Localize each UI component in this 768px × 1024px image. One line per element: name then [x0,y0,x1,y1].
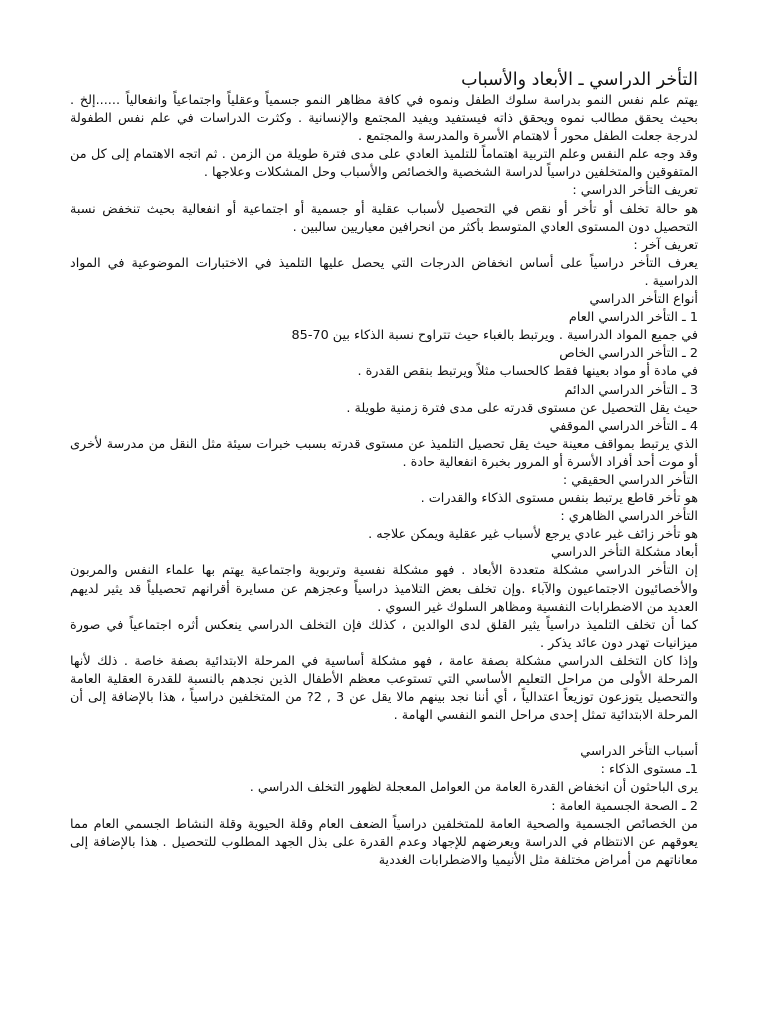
type-2-text: في مادة أو مواد بعينها فقط كالحساب مثلاً ويرتبط بنقص القدرة . [357,364,698,380]
document-page [70,68,698,870]
apparent-delay-text: هو تأخر زائف غير عادي يرجع لأسباب غير عقلية ويمكن علاجه . [368,527,698,543]
heading-other-definition: تعريف آخر : [633,237,698,253]
paragraph-intro: يهتم علم نفس النمو بدراسة سلوك الطفل ونموه في كافة مظاهر النمو جسمياً وعقلياً واجتماعياً وانفعالياً ......إلخ . بحيث يحقق مطالب نموه ويحقق ذاته فيستفيد ويفيد المجتمع والإنسانية . وكثرت الدراسات في علم نفس الطفولة لدرجة جعلت الطفل محور أ لاهتمام الأسرة والمدرسة والمجتمع . [70,93,698,145]
cause-2-heading: 2 ـ الصحة الجسمية العامة : [551,798,698,814]
heading-dimensions: أبعاد مشكلة التأخر الدراسي [550,545,698,561]
type-2-heading: 2 ـ التأخر الدراسي الخاص [559,346,698,362]
heading-definition: تعريف التأخر الدراسي : [572,183,698,199]
heading-real-delay: التأخر الدراسي الحقيقي : [562,472,698,488]
paragraph-attention: وقد وجه علم النفس وعلم التربية اهتماماً للتلميذ العادي على مدى فترة طويلة من الزمن . ثم اتجه الاهتمام إلى كل من المتفوقين والمتخلفين دراسياً لدراسة الشخصية والخصائص والأسباب وحل المشكلات وعلاجها . [70,147,698,181]
type-4-text: الذي يرتبط بمواقف معينة حيث يقل تحصيل التلميذ عن مستوى قدرته بسبب خبرات سيئة مثل النقل من مدرسة لأخرى أو موت أحد أفراد الأسرة أو المرور بخبرة انفعالية حادة . [70,436,698,470]
paragraph-definition: هو حالة تخلف أو تأخر أو نقص في التحصيل لأسباب عقلية أو جسمية أو اجتماعية أو انفعالية بحيث تنخفض نسبة التحصيل دون المستوى العادي المتوسط بأكثر من انحرافين معياريين سالبين . [70,201,698,235]
paragraph-primary-stage: وإذا كان التخلف الدراسي مشكلة بصفة عامة ، فهو مشكلة أساسية في المرحلة الابتدائية بصفة خاصة . ذلك لأنها المرحلة الأولى من مراحل التعليم الأساسي التي تستوعب معظم الأطفال الذين نجدهم بالنسبة للقدرة العقلية العامة والتحصيل يتوزعون توزيعاً اعتدالياً ، أي أننا نجد بينهم مالا يقل عن 3 , 2? من المتخلفين دراسياً ، هذا بالإضافة إلى أن المرحلة الابتدائية تمثل إحدى مراحل النمو النفسي الهامة . [70,653,698,724]
paragraph-dimensions: إن التأخر الدراسي مشكلة متعددة الأبعاد . فهو مشكلة نفسية وتربوية واجتماعية يهتم بها علماء النفس والمربون والأخصائيون الاجتماعيون والآباء .وإن تخلف بعض التلاميذ دراسياً وعجزهم عن مسايرة أقرانهم تحصيلياً قد يثير لديهم العديد من الاضطرابات النفسية ومظاهر السلوك غير السوي . [70,563,698,615]
heading-apparent-delay: التأخر الدراسي الظاهري : [560,509,698,525]
heading-types: أنواع التأخر الدراسي [589,292,698,308]
type-3-heading: 3 ـ التأخر الدراسي الدائم [564,382,698,398]
real-delay-text: هو تأخر قاطع يرتبط بنفس مستوى الذكاء والقدرات . [420,491,698,507]
type-1-heading: 1 ـ التأخر الدراسي العام [568,310,698,326]
cause-1-heading: 1ـ مستوى الذكاء : [600,762,698,778]
type-1-text: في جميع المواد الدراسية . ويرتبط بالغباء حيث تتراوح نسبة الذكاء بين 70-85 [291,328,698,344]
type-3-text: حيث يقل التحصيل عن مستوى قدرته على مدى فترة زمنية طويلة . [346,400,698,416]
cause-1-text: يرى الباحثون أن انخفاض القدرة العامة من العوامل المعجلة لظهور التخلف الدراسي . [249,780,698,796]
heading-causes: أسباب التأخر الدراسي [580,744,698,760]
blank-line [70,725,698,743]
paragraph-parents: كما أن تخلف التلميذ دراسياً يثير القلق لدى الوالدين ، كذلك فإن التخلف الدراسي ينعكس أثره اجتماعياً في صورة ميزانيات تهدر دون عائد يذكر . [70,617,698,651]
type-4-heading: 4 ـ التأخر الدراسي الموقفي [549,418,698,434]
paragraph-other-definition: يعرف التأخر دراسياً على أساس انخفاض الدرجات التي يحصل عليها التلميذ في الاختبارات الموضوعية في المواد الدراسية . [70,255,698,289]
cause-2-text: من الخصائص الجسمية والصحية العامة للمتخلفين دراسياً الضعف العام وقلة الحيوية وقلة النشاط الجسمي العام مما يعوقهم عن الانتظام في الدراسة ويعرضهم للإجهاد وعدم القدرة على بذل الجهد المطلوب للتحصيل . هذا بالإضافة إلى معاناتهم من أمراض مختلفة مثل الأنيميا والاضطرابات الغددية [70,816,698,868]
document-title: التأخر الدراسي ـ الأبعاد والأسباب [461,70,698,90]
